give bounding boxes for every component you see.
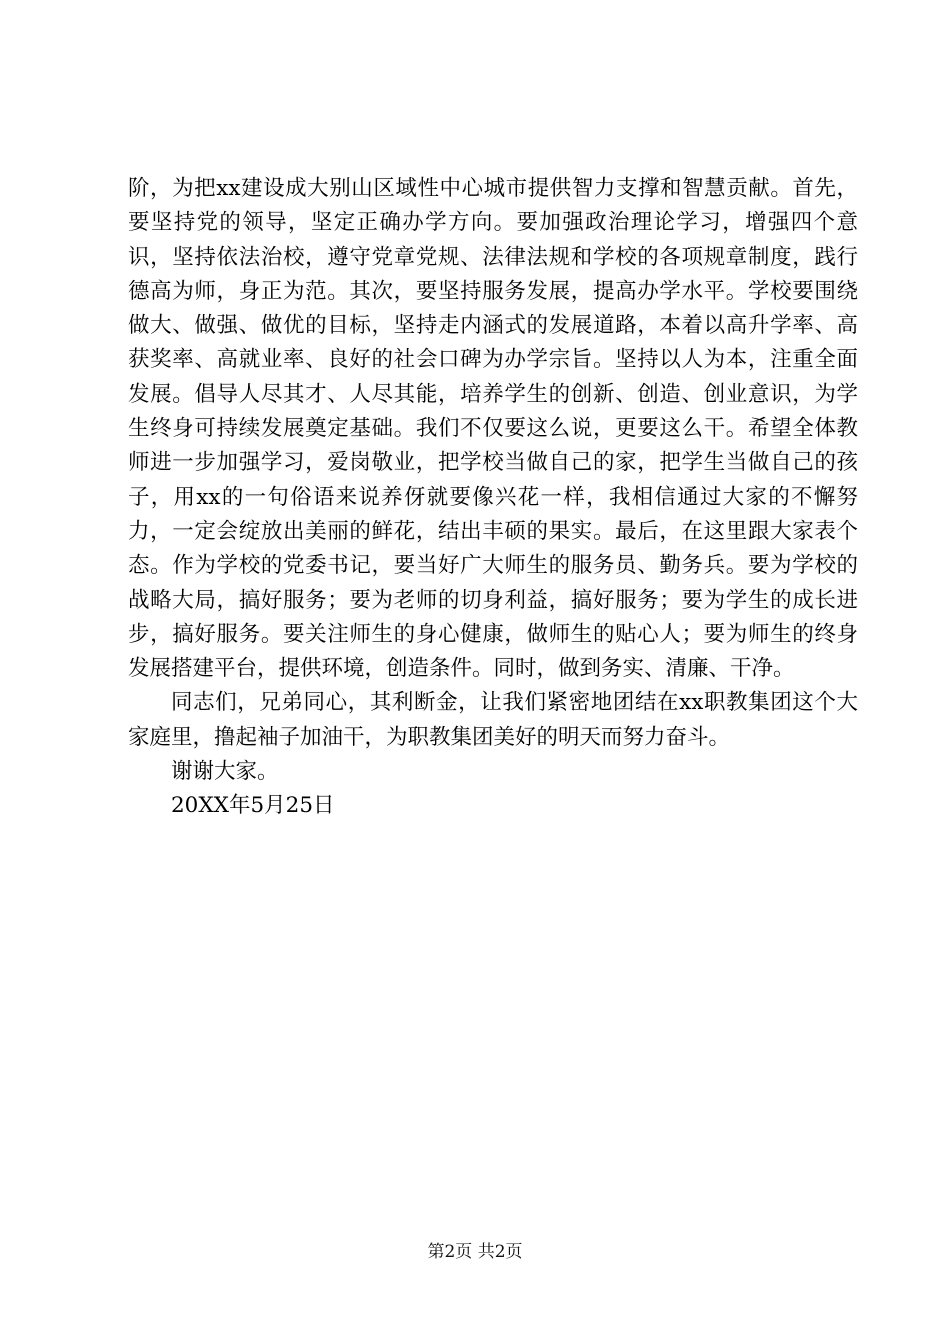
body-paragraph-continued: 阶，为把xx建设成大别山区域性中心城市提供智力支撑和智慧贡献。首先，要坚持党的领导，坚定正确办学方向。要加强政治理论学习，增强四个意识，坚持依法治校，遵守党章党规、法律法规和学校的各项规章制度，践行德高为师，身正为范。其次，要坚持服务发展，提高办学水平。学校要围绕做大、做强、做优的目标，坚持走内涵式的发展道路，本着以高升学率、高获奖率、高就业率、良好的社会口碑为办学宗旨。坚持以人为本，注重全面发展。倡导人尽其才、人尽其能，培养学生的创新、创造、创业意识，为学生终身可持续发展奠定基础。我们不仅要这么说，更要这么干。希望全体教师进一步加强学习，爱岗敬业，把学校当做自己的家，把学生当做自己的孩子，用xx的一句俗语来说养伢就要像兴花一样，我相信通过大家的不懈努力，一定会绽放出美丽的鲜花，结出丰硕的果实。最后，在这里跟大家表个态。作为学校的党委书记，要当好广大师生的服务员、勤务兵。要为学校的战略大局，搞好服务；要为老师的切身利益，搞好服务；要为学生的成长进步，搞好服务。要关注师生的身心健康，做师生的贴心人；要为师生的终身发展搭建平台，提供环境，创造条件。同时，做到务实、清廉、干净。 — [128, 176, 858, 682]
body-paragraph-closing-call: 同志们，兄弟同心，其利断金，让我们紧密地团结在xx职教集团这个大家庭里，撸起袖子加油干，为职教集团美好的明天而努力奋斗。 — [128, 690, 858, 750]
page-footer — [0, 1241, 950, 1263]
document-body — [128, 172, 858, 824]
page-number-label: 第2页 共2页 — [427, 1242, 523, 1262]
body-paragraph-thanks: 谢谢大家。 — [171, 759, 279, 785]
body-paragraph-date: 20XX年5月25日 — [171, 793, 335, 819]
